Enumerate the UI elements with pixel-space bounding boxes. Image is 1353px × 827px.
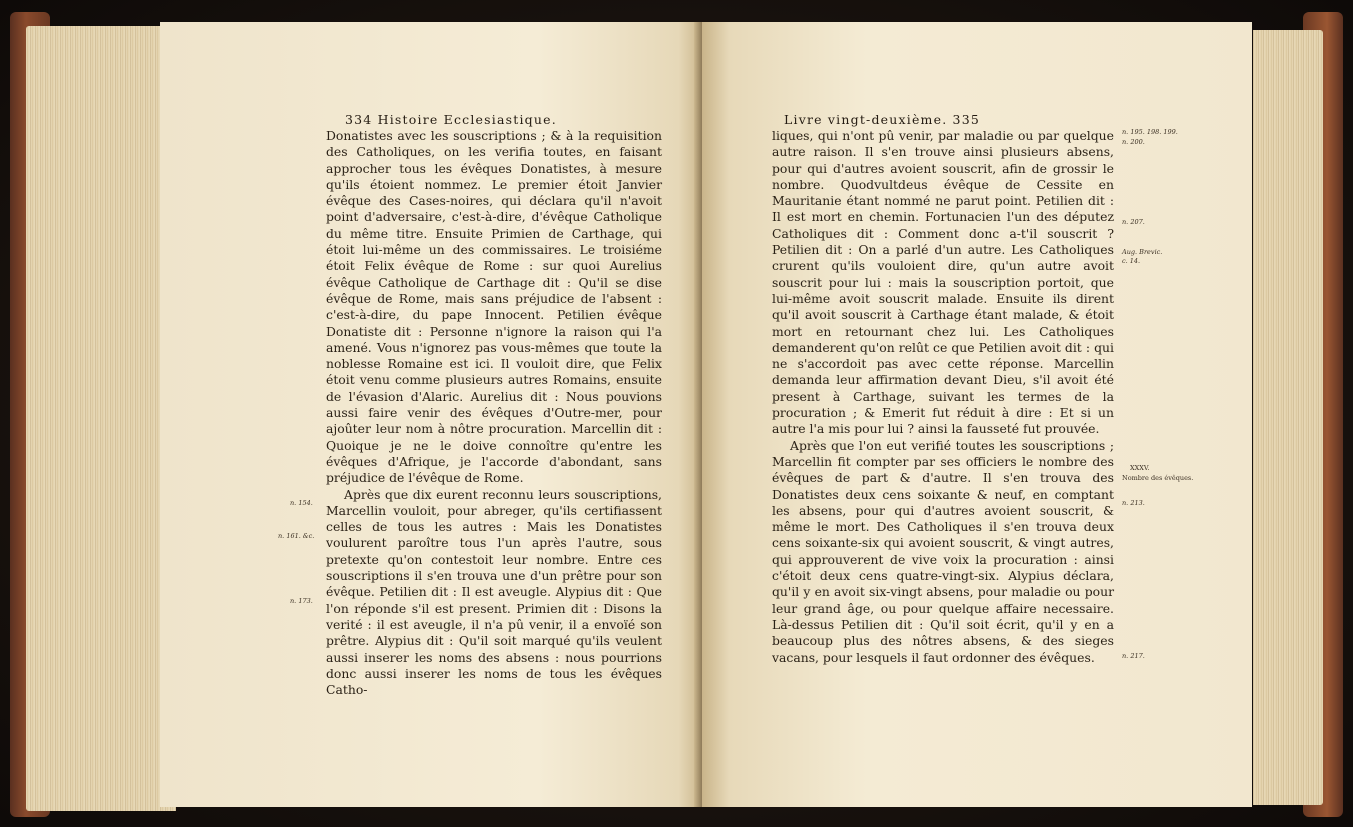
margin-note: n. 195. 198. 199. [1122,128,1178,136]
margin-note: Aug. Brevic. [1122,248,1163,256]
right-paragraph-1: liques, qui n'ont pû venir, par maladie ou par quelque autre raison. Il s'en trouve ainsi plusieurs absens, pour qui d'autres avoient souscrit, afin de grossir le nombre. Quodvultdeus évêque de Cessite en Mauritanie étant nommé ne parut point. Petilien dit : Il est mort en chemin. Fortunacien l'un des députez Catholiques dit : Comment donc a-t'il souscrit ? Petilien dit : On a parlé d'un autre. Les Catholiques crurent qu'ils vouloient dire, qu'un autre avoit souscrit pour lui : mais la souscription portoit, que lui-même avoit souscrit malade. Ensuite ils dirent qu'il avoit souscrit à Carthage étant malade, & étoit mort en retournant chez lui. Les Catholiques demanderent qu'on relût ce que Petilien avoit dit : qui ne s'accordoit pas avec cette réponse. Marcellin demanda leur affirmation devant Dieu, s'il avoit été present à Carthage, suivant les termes de la procuration ; & Emerit fut réduit à dire : Et si un autre l'a mis pour lui ? ainsi la fausseté fut prouvée. [772,128,1114,437]
margin-note: Nombre des évêques. [1122,474,1194,482]
open-book [10,12,1343,817]
page-edges-left [26,26,176,811]
margin-note: n. 217. [1122,652,1145,660]
left-paragraph-1: Donatistes avec les souscriptions ; & à la requisition des Catholiques, on les verifia toutes, en faisant approcher tous les évêques Donatistes, à mesure qu'ils étoient nommez. Le premier étoit Janvier évêque des Cases-noires, qui déclara qu'il n'avoit point d'adversaire, c'est-à-dire, d'évêque Catholique du même titre. Ensuite Primien de Carthage, qui étoit lui-même un des commissaires. Le troisiéme étoit Felix évêque de Rome : sur quoi Aurelius évêque Catholique de Carthage dit : Qu'il se dise évêque de Rome, mais sans préjudice de l'absent : c'est-à-dire, du pape Innocent. Petilien évêque Donatiste dit : Personne n'ignore la raison qui l'a amené. Vous n'ignorez pas vous-mêmes que toute la noblesse Romaine est ici. Il vouloit dire, que Felix étoit venu comme plusieurs autres Romains, ensuite de l'évasion d'Alaric. Aurelius dit : Nous pouvions aussi faire venir des évêques d'Outre-mer, pour ajoûter leur nom à nôtre procuration. Marcellin dit : Quoique je ne le doive connoître qu'entre les évêques d'Afrique, je l'accorde d'abondant, sans préjudice de l'évêque de Rome. [326,128,662,486]
right-page-body [772,128,1114,666]
margin-note: n. 154. [290,499,313,507]
left-page-header: 334 Histoire Ecclesiastique. [345,112,557,127]
right-page-header: Livre vingt-deuxième. 335 [784,112,981,127]
margin-note: n. 161. &c. [278,532,315,540]
margin-note: XXXV. [1130,464,1150,472]
page-edges-right [1253,30,1323,805]
left-page [160,22,700,807]
margin-note: n. 173. [290,597,313,605]
margin-note: n. 207. [1122,218,1145,226]
left-page-body [326,128,662,698]
margin-note: c. 14. [1122,257,1141,265]
right-page [702,22,1252,807]
margin-note: n. 213. [1122,499,1145,507]
right-paragraph-2: Après que l'on eut verifié toutes les souscriptions ; Marcellin fit compter par ses officiers le nombre des évêques de part & d'autre. Il s'en trouva des Donatistes deux cens soixante & neuf, en comptant les absens, pour qui d'autres avoient souscrit, & même le mort. Des Catholiques il s'en trouva deux cens soixante-six qui avoient souscrit, & vingt autres, qui approuverent de vive voix la procuration : ainsi c'étoit deux cens quatre-vingt-six. Alypius déclara, qu'il y en avoit six-vingt absens, pour maladie ou pour leur grand âge, ou pour quelque affaire necessaire. Là-dessus Petilien dit : Qu'il soit écrit, qu'il y en a beaucoup plus des nôtres absens, & des sieges vacans, pour lesquels il faut ordonner des évêques. [772,437,1114,665]
margin-note: n. 200. [1122,138,1145,146]
left-paragraph-2: Après que dix eurent reconnu leurs souscriptions, Marcellin vouloit, pour abreger, qu'ils certifiassent celles de tous les autres : Mais les Donatistes voulurent paroître tous l'un après l'autre, sous pretexte qu'on contestoit leur nombre. Entre ces souscriptions il s'en trouva une d'un prêtre pour son évêque. Petilien dit : Il est aveugle. Alypius dit : Que l'on réponde s'il est present. Primien dit : Disons la verité : il est aveugle, il n'a pû venir, il a envoïé son prêtre. Alypius dit : Qu'il soit marqué qu'ils veulent aussi inserer les noms des absens : nous pourrions donc aussi inserer les noms de tous les évêques Catho- [326,486,662,698]
